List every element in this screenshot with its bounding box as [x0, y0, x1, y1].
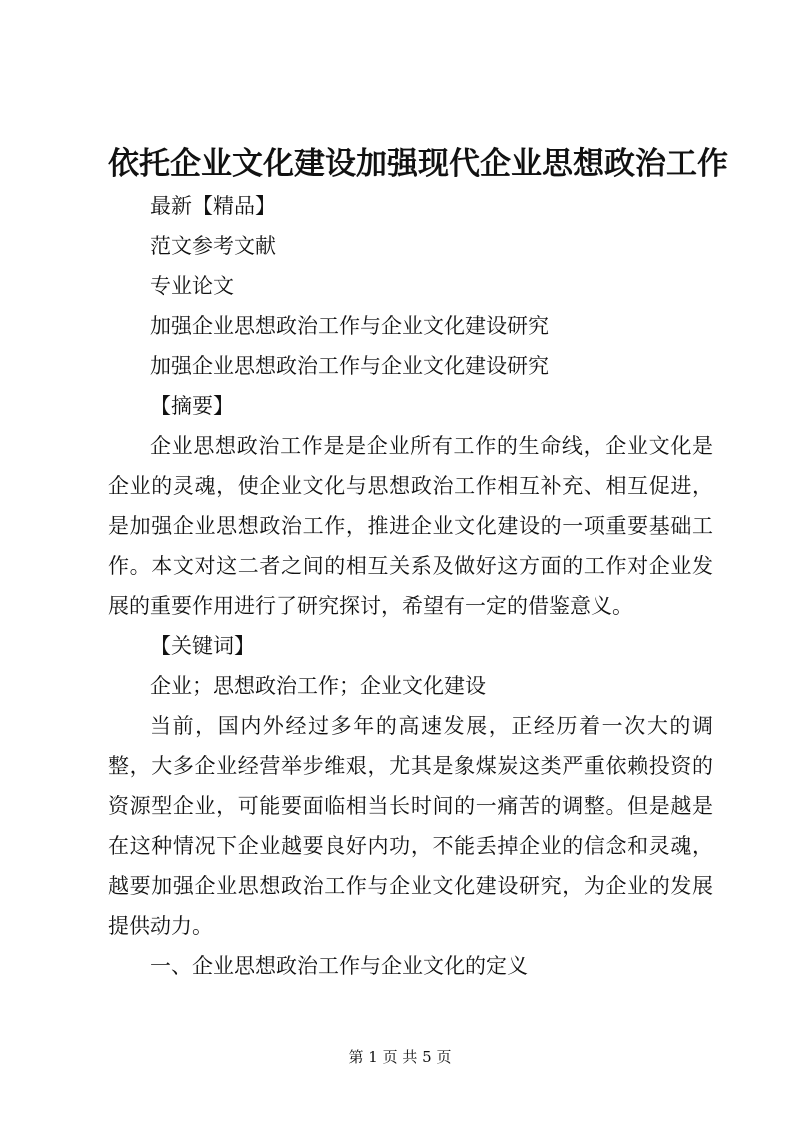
header-line-subtitle: 加强企业思想政治工作与企业文化建设研究	[150, 314, 549, 338]
keywords-heading: 【关键词】	[150, 634, 255, 658]
abstract-heading: 【摘要】	[150, 394, 234, 418]
header-line-latest: 最新【精品】	[150, 194, 276, 218]
header-line-paper-type: 专业论文	[150, 274, 234, 298]
header-line-reference: 范文参考文献	[150, 234, 276, 258]
keywords-text: 企业；思想政治工作；企业文化建设	[150, 674, 486, 698]
document-body	[108, 186, 713, 986]
page-footer: 第 1 页 共 5 页	[348, 1048, 452, 1066]
header-line-subtitle-repeat: 加强企业思想政治工作与企业文化建设研究	[150, 354, 549, 378]
section-heading: 一、企业思想政治工作与企业文化的定义	[150, 954, 528, 978]
abstract-paragraph: 企业思想政治工作是是企业所有工作的生命线，企业文化是企业的灵魂，使企业文化与思想政治工作相互补充、相互促进，是加强企业思想政治工作，推进企业文化建设的一项重要基础工作。本文对这二者之间的相互关系及做好这方面的工作对企业发展的重要作用进行了研究探讨，希望有一定的借鉴意义。	[108, 434, 713, 618]
intro-paragraph: 当前，国内外经过多年的高速发展，正经历着一次大的调整，大多企业经营举步维艰，尤其是象煤炭这类严重依赖投资的资源型企业，可能要面临相当长时间的一痛苦的调整。但是越是在这种情况下企业越要良好内功，不能丢掉企业的信念和灵魂，越要加强企业思想政治工作与企业文化建设研究，为企业的发展提供动力。	[108, 714, 713, 938]
document-title: 依托企业文化建设加强现代企业思想政治工作	[108, 146, 728, 182]
